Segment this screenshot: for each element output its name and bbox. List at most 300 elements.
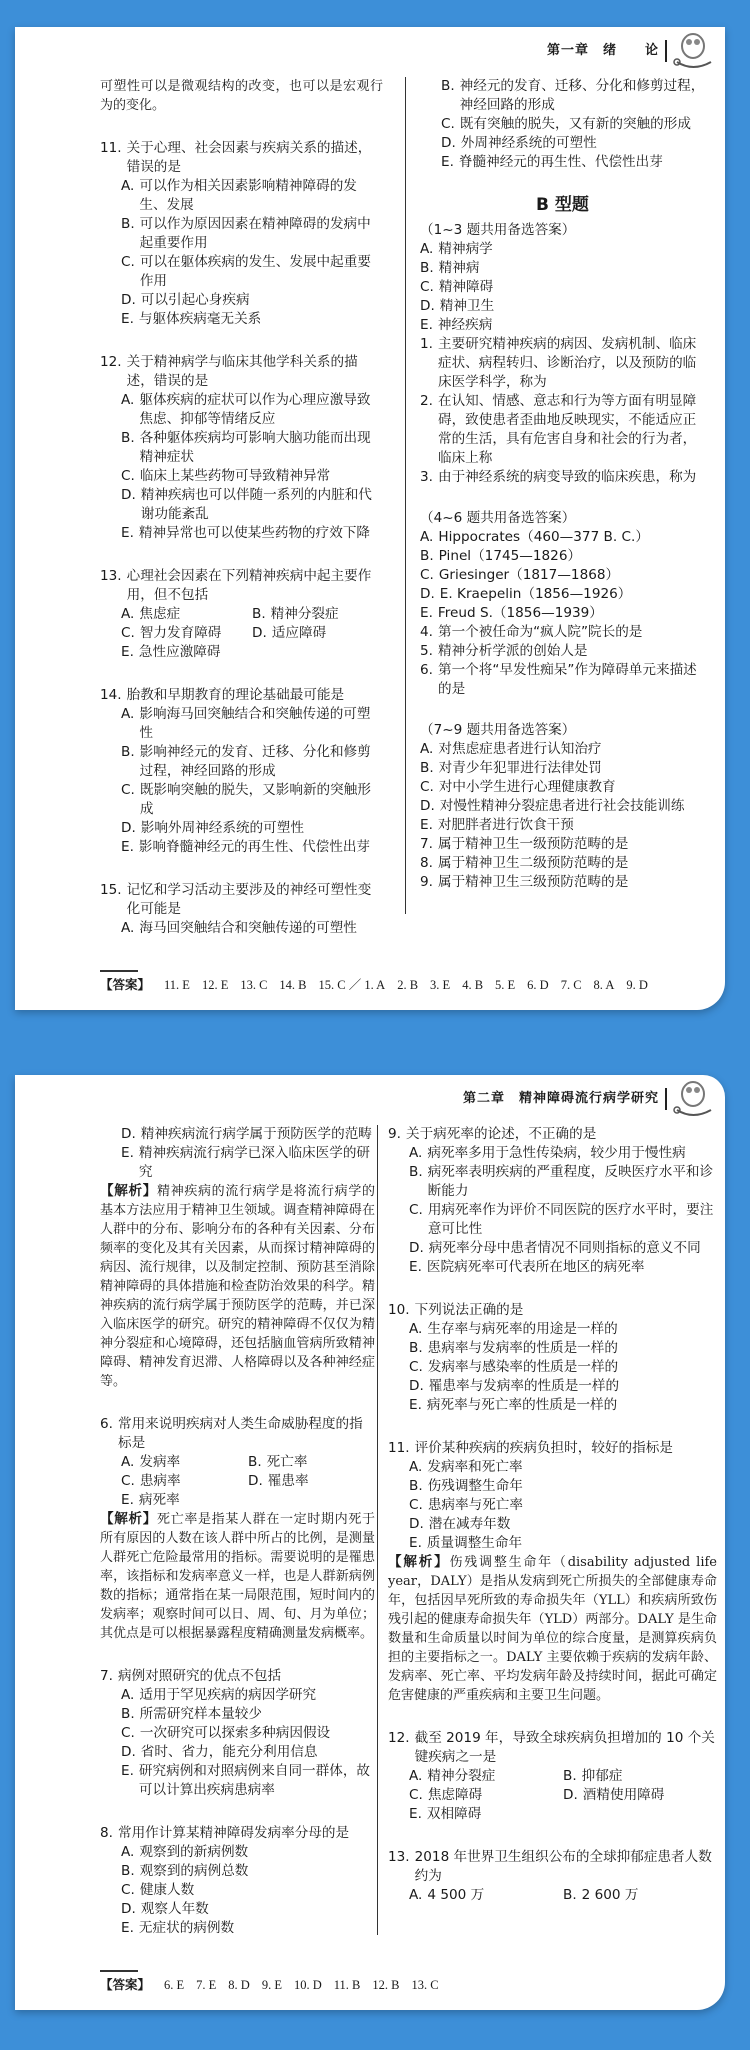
- option-letter: C.: [121, 1725, 135, 1741]
- book-logo-icon: [671, 1080, 715, 1118]
- option: [409, 1358, 717, 1377]
- explanation-text: 精神疾病的流行病学是将流行病学的基本方法应用于精神卫生领域。调查精神障碍在人群中的分布、影响分布的各种有关因素、分布频率的变化及其有关因素，从而探讨精神障碍的病因、流行规律，以及制定控制、预防甚至消除精神障碍的具体措施和检查防治效果的科学。精神疾病的流行病学属于预防医学的范畴，并已深入临床医学的研究。研究的精神障碍不仅仅为精神分裂症和心境障碍，还包括脑血管病所致精神障碍、精神发育迟滞、人格障碍以及各种神经症等。: [100, 1184, 375, 1389]
- option: [420, 566, 705, 585]
- option-text: 适用于罕见疾病的病因学研究: [139, 1687, 317, 1703]
- option-text: E. Kraepelin（1856—1926）: [439, 586, 632, 602]
- question-group: [420, 509, 705, 699]
- answer-item: 13. C: [240, 978, 268, 992]
- group-note: （1~3 题共用备选答案）: [420, 222, 576, 238]
- option-text: 无症状的病例数: [138, 1920, 235, 1936]
- option-letter: D.: [252, 625, 267, 641]
- option-letter: D.: [420, 798, 435, 814]
- option-text: 对肥胖者进行饮食干预: [437, 817, 574, 833]
- option-letter: E.: [121, 1145, 134, 1161]
- option-letter: D.: [121, 487, 136, 503]
- option: [121, 919, 383, 938]
- question-text: 关于心理、社会因素与疾病关系的描述，错误的是: [126, 140, 372, 175]
- option-text: 海马回突触结合和突触传递的可塑性: [139, 920, 357, 936]
- question: [100, 1824, 375, 1938]
- option-letter: E.: [420, 317, 433, 333]
- option-text: 患病率: [139, 1473, 181, 1489]
- option-letter: A.: [121, 606, 135, 622]
- option: [409, 1477, 717, 1496]
- option: [409, 1377, 717, 1396]
- book-page-2: [15, 1075, 725, 2010]
- option: [409, 1805, 563, 1824]
- question-text: 记忆和学习活动主要涉及的神经可塑性变化可能是: [126, 882, 372, 917]
- option: [409, 1163, 717, 1201]
- left-column: [100, 1125, 375, 1962]
- option-letter: C.: [121, 468, 135, 484]
- question-number: 9.: [420, 874, 433, 890]
- options: [100, 391, 383, 543]
- option-letter: B.: [252, 606, 266, 622]
- option: [420, 816, 705, 835]
- option-letter: C.: [121, 1882, 135, 1898]
- option: [252, 624, 383, 643]
- question-stem: [100, 686, 383, 705]
- option-text: 研究病例和对照病例来自同一群体，故可以计算出疾病患病率: [138, 1763, 371, 1798]
- option: [409, 1786, 563, 1805]
- option-text: 脊髓神经元的再生性、代偿性出芽: [458, 154, 663, 170]
- option-text: 影响脊髓神经元的再生性、代偿性出芽: [138, 839, 371, 855]
- option-text: Griesinger（1817—1868）: [438, 567, 620, 583]
- option-letter: D.: [121, 1744, 136, 1760]
- option: [409, 1886, 563, 1905]
- option-text: 病死率与死亡率的性质是一样的: [426, 1397, 618, 1413]
- explanation-label: 【解析】: [100, 1511, 158, 1527]
- question-number: 3.: [420, 469, 433, 485]
- question: [100, 567, 383, 662]
- option-letter: D.: [121, 292, 136, 308]
- option-text: 影响外周神经系统的可塑性: [140, 820, 304, 836]
- option-text: 罹患率与发病率的性质是一样的: [428, 1378, 620, 1394]
- answer-item: 6. E: [164, 1978, 185, 1992]
- option-letter: B.: [121, 216, 135, 232]
- option-text: 生存率与病死率的用途是一样的: [427, 1321, 618, 1337]
- option: [420, 547, 705, 566]
- explanation-label: 【解析】: [388, 1554, 450, 1570]
- option-text: 病死率表明疾病的严重程度，反映医疗水平和诊断能力: [427, 1164, 714, 1199]
- question-stem: [388, 1125, 717, 1144]
- page-header: [547, 31, 715, 71]
- option-letter: B.: [121, 430, 135, 446]
- option-letter: A.: [121, 706, 135, 722]
- answer-item: 15. C ／ 1. A: [318, 978, 386, 992]
- question-number: 5.: [420, 643, 433, 659]
- option-letter: C.: [121, 625, 135, 641]
- option-letter: A.: [121, 1687, 135, 1703]
- options: [420, 528, 705, 623]
- group-note: （7~9 题共用备选答案）: [420, 722, 576, 738]
- option-letter: E.: [121, 1763, 134, 1779]
- question-number: 6.: [100, 1416, 113, 1432]
- sub-question: [420, 835, 705, 854]
- option: [409, 1534, 717, 1553]
- section-heading: B 型题: [536, 195, 589, 215]
- option-text: 精神病: [438, 260, 480, 276]
- option: [409, 1396, 717, 1415]
- option-letter: A.: [121, 920, 135, 936]
- option: [409, 1201, 717, 1239]
- option: [409, 1458, 717, 1477]
- option-text: 精神分裂症: [270, 606, 339, 622]
- option: [121, 486, 383, 524]
- option: [409, 1515, 717, 1534]
- answer-item: 3. E: [430, 978, 451, 992]
- sub-question: [420, 623, 705, 642]
- answer-item: 14. B: [279, 978, 307, 992]
- option-text: 患病率与发病率的性质是一样的: [427, 1340, 618, 1356]
- right-column: [405, 77, 705, 914]
- answer-item: 8. A: [593, 978, 615, 992]
- option-letter: C.: [121, 782, 135, 798]
- question-number: 8.: [100, 1825, 113, 1841]
- option-text: 观察到的新病例数: [139, 1844, 249, 1860]
- option: [121, 1491, 248, 1510]
- option-text: 可以作为原因因素在精神障碍的发病中起重要作用: [139, 216, 371, 251]
- answer-item: 12. B: [372, 1978, 400, 1992]
- explanation: [388, 1553, 717, 1705]
- option: [121, 1743, 375, 1762]
- option: [420, 240, 705, 259]
- option: [248, 1472, 375, 1491]
- option: [563, 1886, 717, 1905]
- option-text: 焦虑障碍: [427, 1787, 483, 1803]
- option-letter: C.: [420, 779, 434, 795]
- explanation: [100, 1510, 375, 1643]
- options: [388, 1144, 717, 1277]
- option-letter: B.: [563, 1768, 577, 1784]
- option-letter: B.: [121, 744, 135, 760]
- options: [388, 1458, 717, 1553]
- answer-item: 8. D: [228, 1978, 250, 1992]
- explanation: [100, 1182, 375, 1391]
- option-text: Pinel（1745—1826）: [438, 548, 582, 564]
- option: [121, 1881, 375, 1900]
- option: [420, 740, 705, 759]
- answer-item: 7. C: [560, 978, 582, 992]
- options: [100, 605, 383, 662]
- option: [121, 177, 383, 215]
- question-text: 属于精神卫生一级预防范畴的是: [437, 836, 629, 852]
- option: [121, 1705, 375, 1724]
- question: [388, 1729, 717, 1824]
- option: [121, 391, 383, 429]
- options: [100, 1125, 375, 1182]
- page-columns: [15, 1125, 725, 1962]
- option-text: 发病率与感染率的性质是一样的: [427, 1359, 619, 1375]
- option-letter: A.: [409, 1321, 423, 1337]
- option-letter: A.: [121, 392, 135, 408]
- option-text: 所需研究样本量较少: [139, 1706, 262, 1722]
- option-letter: A.: [420, 241, 434, 257]
- option: [420, 778, 705, 797]
- option-text: 精神疾病流行病学属于预防医学的范畴: [140, 1126, 372, 1142]
- sub-question: [420, 468, 705, 487]
- question-group: [420, 221, 705, 487]
- option-letter: D.: [409, 1516, 424, 1532]
- option-text: 影响神经元的发育、迁移、分化和修剪过程，神经回路的形成: [139, 744, 371, 779]
- question-text: 截至 2019 年，导致全球疾病负担增加的 10 个关键疾病之一是: [414, 1730, 715, 1765]
- option-letter: E.: [409, 1397, 422, 1413]
- question-number: 13.: [100, 568, 122, 584]
- option-text: 急性应激障碍: [138, 644, 221, 660]
- answer-item: 12. E: [201, 978, 229, 992]
- option-letter: A.: [420, 529, 434, 545]
- question-stem: [100, 881, 383, 919]
- option: [409, 1767, 563, 1786]
- question-text: 胎教和早期教育的理论基础最可能是: [126, 687, 345, 703]
- question-stem: [100, 1415, 375, 1453]
- option-letter: B.: [409, 1164, 423, 1180]
- option-text: 外周神经系统的可塑性: [460, 135, 597, 151]
- answer-key: [100, 1976, 725, 1994]
- option-text: 各种躯体疾病均可影响大脑功能而出现精神症状: [139, 430, 371, 465]
- sub-question: [420, 661, 705, 699]
- option: [121, 643, 252, 662]
- question-text: 第一个将“早发性痴呆”作为障碍单元来描述的是: [437, 662, 697, 697]
- option-letter: D.: [409, 1378, 424, 1394]
- options: [100, 705, 383, 857]
- option-letter: B.: [409, 1478, 423, 1494]
- option-text: 精神异常也可以使某些药物的疗效下降: [138, 525, 371, 541]
- page-header: [463, 1079, 715, 1119]
- option-letter: E.: [121, 1920, 134, 1936]
- option: [121, 1919, 375, 1938]
- options: [100, 1453, 375, 1510]
- option-text: 智力发育障碍: [139, 625, 222, 641]
- option-letter: E.: [420, 605, 433, 621]
- options: [388, 1767, 717, 1824]
- option-text: 适应障碍: [271, 625, 327, 641]
- option: [121, 624, 252, 643]
- option: [420, 604, 705, 623]
- option-text: 一次研究可以探索多种病因假设: [139, 1725, 331, 1741]
- option-letter: D.: [121, 820, 136, 836]
- question: [100, 1415, 375, 1643]
- option-text: 对青少年犯罪进行法律处罚: [438, 760, 602, 776]
- option: [420, 259, 705, 278]
- answer-item: 13. C: [411, 1978, 439, 1992]
- option-text: 潜在减寿年数: [428, 1516, 511, 1532]
- options: [100, 919, 383, 938]
- option-text: 既影响突触的脱失，又影响新的突触形成: [139, 782, 371, 817]
- option: [121, 1724, 375, 1743]
- option: [420, 759, 705, 778]
- explanation-text: 伤残调整生命年（disability adjusted life year，DALY）是指从发病到死亡所损失的全部健康寿命年，包括因早死所致的寿命损失年（YLL）和疾病所致伤残引起的健康寿命损失年（YLD）两部分。DALY 是生命数量和生命质量以时间为单位的综合度量，是测算疾病负担的主要指标之一。DALY 主要依赖于疾病的发病年龄、发病率、死亡率、平均发病年龄及持续时间，据此可确定危害健康的严重疾病和主要卫生问题。: [388, 1555, 717, 1703]
- option-letter: B.: [121, 1706, 135, 1722]
- option-letter: B.: [420, 260, 434, 276]
- book-page-1: [15, 27, 725, 1010]
- option: [420, 297, 705, 316]
- question-stem: [388, 1848, 717, 1886]
- options: [100, 1686, 375, 1800]
- option: [441, 115, 705, 134]
- option-letter: C.: [441, 116, 455, 132]
- option: [121, 605, 252, 624]
- option-letter: A.: [420, 741, 434, 757]
- question-text: 关于病死率的论述，不正确的是: [405, 1126, 597, 1142]
- option-text: 2 600 万: [581, 1887, 639, 1903]
- option: [409, 1496, 717, 1515]
- option-letter: A.: [121, 1844, 135, 1860]
- answer-label: 【答案】: [100, 977, 151, 992]
- question-number: 12.: [100, 354, 122, 370]
- explanation-text: 可塑性可以是微观结构的改变，也可以是宏观行为的变化。: [100, 79, 383, 113]
- option: [420, 797, 705, 816]
- option-text: 用病死率作为评价不同医院的医疗水平时，要注意可比性: [427, 1202, 714, 1237]
- option-text: 精神分裂症: [427, 1768, 496, 1784]
- question-number: 12.: [388, 1730, 410, 1746]
- answer-item: 11. B: [333, 1978, 361, 1992]
- option-text: 临床上某些药物可导致精神异常: [139, 468, 331, 484]
- option: [409, 1320, 717, 1339]
- option-letter: A.: [409, 1768, 423, 1784]
- question-text: 常用作计算某精神障碍发病率分母的是: [117, 1825, 350, 1841]
- question-number: 7.: [100, 1668, 113, 1684]
- option-text: 与躯体疾病毫无关系: [138, 311, 262, 327]
- option-letter: E.: [409, 1259, 422, 1275]
- option-text: 可以在躯体疾病的发生、发展中起重要作用: [139, 254, 371, 289]
- option-text: 精神障碍: [438, 279, 494, 295]
- option: [409, 1144, 717, 1163]
- option: [121, 1843, 375, 1862]
- option: [441, 153, 705, 172]
- option: [121, 705, 383, 743]
- option-letter: B.: [409, 1340, 423, 1356]
- chapter-title: 第二章 精神障碍流行病学研究: [463, 1088, 667, 1110]
- option: [121, 1762, 375, 1800]
- option-letter: C.: [409, 1202, 423, 1218]
- option: [563, 1767, 717, 1786]
- option-letter: A.: [121, 178, 135, 194]
- question-text: 关于精神病学与临床其他学科关系的描述，错误的是: [126, 354, 358, 389]
- question-number: 11.: [100, 140, 122, 156]
- option: [121, 429, 383, 467]
- option-text: 精神病学: [438, 241, 493, 257]
- option: [121, 781, 383, 819]
- option: [121, 1144, 375, 1182]
- option-text: 对慢性精神分裂症患者进行社会技能训练: [439, 798, 685, 814]
- option-letter: E.: [420, 817, 433, 833]
- question-text: 病例对照研究的优点不包括: [117, 1668, 282, 1684]
- option-text: 观察到的病例总数: [139, 1863, 249, 1879]
- option: [420, 528, 705, 547]
- option-letter: D.: [441, 135, 456, 151]
- option-letter: C.: [121, 254, 135, 270]
- question-stem: [388, 1729, 717, 1767]
- question-stem: [100, 1667, 375, 1686]
- option-letter: C.: [409, 1497, 423, 1513]
- option-letter: D.: [121, 1901, 136, 1917]
- options: [420, 740, 705, 835]
- page-columns: [15, 77, 725, 962]
- option-letter: C.: [420, 567, 434, 583]
- option: [121, 1125, 375, 1144]
- option-text: 病死率分母中患者情况不同则指标的意义不同: [428, 1240, 701, 1256]
- sub-question: [420, 392, 705, 468]
- option: [420, 316, 705, 335]
- option: [563, 1786, 717, 1805]
- option: [121, 1900, 375, 1919]
- option-text: 可以引起心身疾病: [140, 292, 250, 308]
- sub-question: [420, 335, 705, 392]
- option-text: 患病率与死亡率: [427, 1497, 523, 1513]
- option-text: 影响海马回突触结合和突触传递的可塑性: [139, 706, 371, 741]
- option-letter: B.: [248, 1454, 262, 1470]
- option-letter: A.: [409, 1145, 423, 1161]
- option-text: 4 500 万: [427, 1887, 485, 1903]
- question-number: 14.: [100, 687, 122, 703]
- option: [121, 467, 383, 486]
- option-text: 焦虑症: [139, 606, 181, 622]
- question: [100, 1667, 375, 1800]
- option-letter: A.: [409, 1887, 423, 1903]
- question-stem: [100, 567, 383, 605]
- question-text: 评价某种疾病的疾病负担时，较好的指标是: [414, 1440, 673, 1456]
- left-column: [100, 77, 383, 962]
- option: [441, 134, 705, 153]
- option-text: 发病率: [139, 1454, 181, 1470]
- question-group: [420, 721, 705, 892]
- explanation-label: 【解析】: [100, 1183, 158, 1199]
- option-text: 精神卫生: [439, 298, 495, 314]
- option-text: 精神疾病也可以伴随一系列的内脏和代谢功能紊乱: [140, 487, 372, 522]
- option-letter: E.: [121, 644, 134, 660]
- answer-item: 9. D: [626, 978, 648, 992]
- option: [121, 838, 383, 857]
- question: [100, 1125, 375, 1391]
- option-letter: C.: [121, 1473, 135, 1489]
- question-number: 2.: [420, 393, 433, 409]
- question-text: 常用来说明疾病对人类生命威胁程度的指标是: [117, 1416, 363, 1451]
- option-text: 病死率多用于急性传染病，较少用于慢性病: [427, 1145, 686, 1161]
- option-text: 可以作为相关因素影响精神障碍的发生、发展: [139, 178, 357, 213]
- options: [420, 240, 705, 335]
- question-text: 下列说法正确的是: [414, 1302, 524, 1318]
- answer-item: 2. B: [397, 978, 419, 992]
- question-number: 11.: [388, 1440, 410, 1456]
- option-text: 质量调整生命年: [426, 1535, 523, 1551]
- option-text: 对焦虑症患者进行认知治疗: [438, 741, 602, 757]
- option-text: 健康人数: [139, 1882, 195, 1898]
- option-text: 对中小学生进行心理健康教育: [438, 779, 616, 795]
- option-text: 病死率: [138, 1492, 180, 1508]
- option-text: 罹患率: [267, 1473, 309, 1489]
- option-text: 躯体疾病的症状可以作为心理应激导致焦虑、抑郁等情绪反应: [139, 392, 371, 427]
- option-letter: B.: [121, 1863, 135, 1879]
- question-text: 属于精神卫生三级预防范畴的是: [437, 874, 629, 890]
- option: [121, 215, 383, 253]
- option-letter: D.: [121, 1126, 136, 1142]
- question-number: 7.: [420, 836, 433, 852]
- sub-question: [420, 854, 705, 873]
- option-letter: E.: [121, 839, 134, 855]
- sub-question: [420, 642, 705, 661]
- option-letter: C.: [409, 1359, 423, 1375]
- option-text: 神经疾病: [437, 317, 493, 333]
- option-letter: D.: [563, 1787, 578, 1803]
- option-text: Freud S.（1856—1939）: [437, 605, 603, 621]
- question-stem: [388, 1301, 717, 1320]
- question: [100, 353, 383, 543]
- question: [100, 686, 383, 857]
- option-letter: D.: [248, 1473, 263, 1489]
- option: [121, 1862, 375, 1881]
- answer-item: 9. E: [261, 1978, 282, 1992]
- option-letter: B.: [441, 78, 455, 94]
